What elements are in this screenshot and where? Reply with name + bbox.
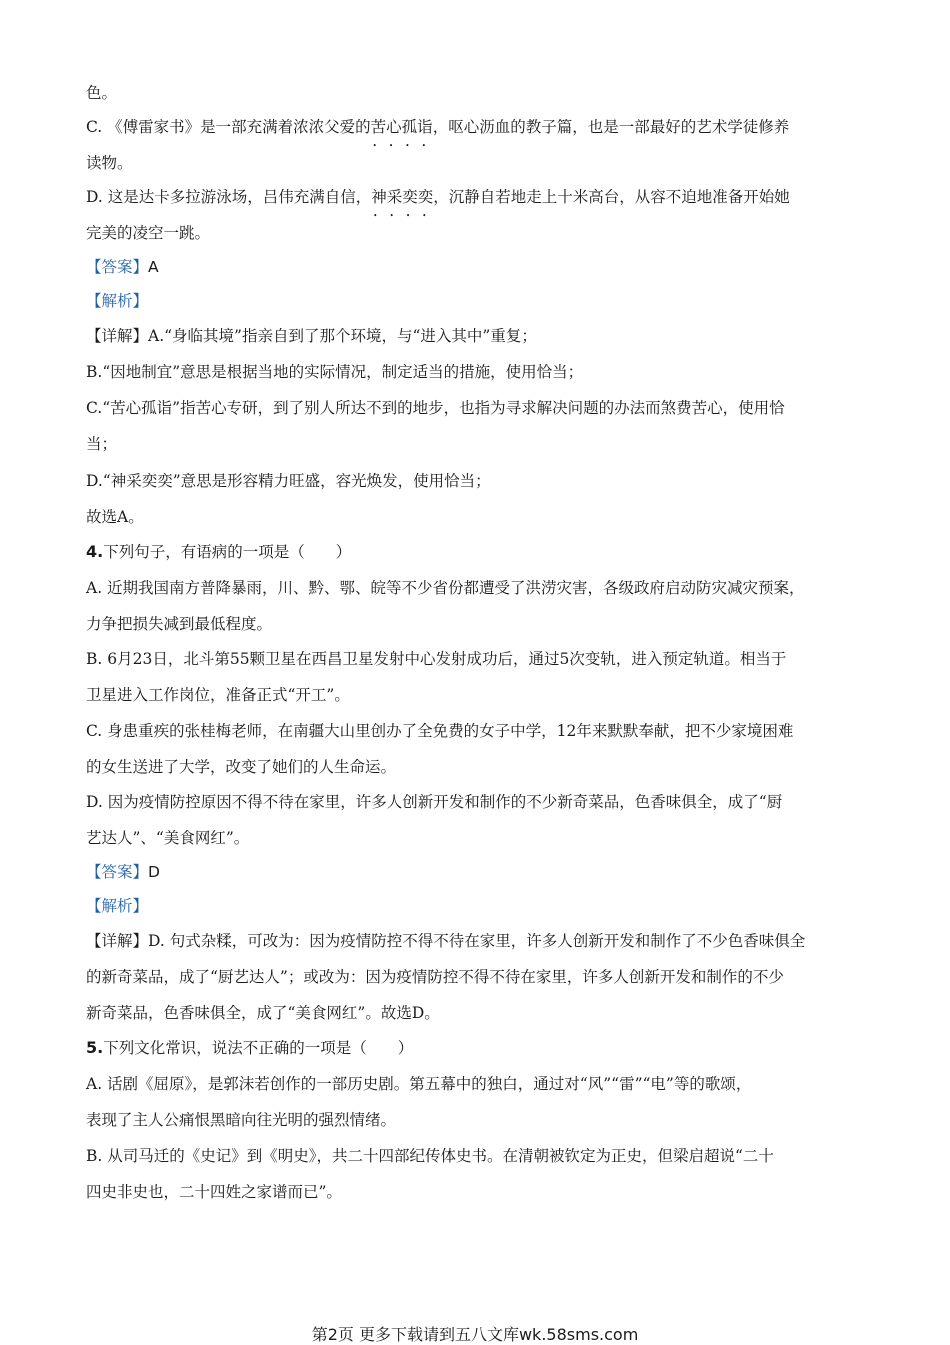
text-line: 当； bbox=[86, 435, 118, 453]
text-line: 的女生送进了大学，改变了她们的人生命运。 bbox=[86, 758, 397, 776]
question-4-line: 4.下列句子，有语病的一项是（ ） bbox=[86, 542, 352, 561]
analysis-line bbox=[86, 895, 876, 917]
text-line: D.“神采奕奕”意思是形容精力旺盛，容光焕发，使用恰当； bbox=[86, 472, 491, 490]
text-line: 完美的凌空一跳。 bbox=[86, 224, 211, 242]
option-c-line: C. 《傅雷家书》是一部充满着浓浓父爱的苦心孤诣 • • • •，呕心沥血的教子篇，也是一部最好的艺术学徒修养 bbox=[86, 116, 876, 138]
text-line: 新奇菜品，色香味俱全，成了“美食网红”。故选D。 bbox=[86, 1004, 440, 1022]
text-line: B. 6月23日，北斗第55颗卫星在西昌卫星发射中心发射成功后，通过5次变轨，进入预定轨道。相当于 bbox=[86, 650, 787, 668]
emphasized-word: 苦心孤诣 • • • • bbox=[371, 118, 433, 136]
answer-value: D bbox=[148, 863, 160, 881]
answer-line bbox=[86, 256, 876, 278]
answer-tag: 【答案】 bbox=[86, 863, 149, 881]
detail-tag: 【详解】 bbox=[86, 327, 149, 345]
detail-line: 【详解】D. 句式杂糅，可改为：因为疫情防控不得不待在家里，许多人创新开发和制作了不少色香味俱全 bbox=[86, 932, 806, 950]
text-line: B.“因地制宜”意思是根据当地的实际情况，制定适当的措施，使用恰当； bbox=[86, 363, 584, 381]
analysis-line bbox=[86, 290, 876, 312]
text-line: 四史非史也，二十四姓之家谱而已”。 bbox=[86, 1183, 342, 1201]
text-line: 力争把损失减到最低程度。 bbox=[86, 615, 273, 633]
option-d-line: D. 这是达卡多拉游泳场，吕伟充满自信，神采奕奕 • • • •，沉静自若地走上十米高台，从容不迫地准备开始她 bbox=[86, 186, 876, 208]
text-line: 卫星进入工作岗位，准备正式“开工”。 bbox=[86, 686, 350, 704]
text-line: B. 从司马迁的《史记》到《明史》，共二十四部纪传体史书。在清朝被钦定为正史，但梁启超说“二十 bbox=[86, 1147, 774, 1165]
question-number: 5. bbox=[86, 1038, 104, 1057]
detail-tag: 【详解】 bbox=[86, 932, 149, 950]
text-line: 表现了主人公痛恨黑暗向往光明的强烈情绪。 bbox=[86, 1111, 397, 1129]
question-number: 4. bbox=[86, 542, 104, 561]
emphasized-word: 神采奕奕 • • • • bbox=[371, 188, 433, 206]
text-line: D. 因为疫情防控原因不得不待在家里，许多人创新开发和制作的不少新奇菜品，色香味俱全，成了“厨 bbox=[86, 793, 783, 811]
text-line: C.“苦心孤诣”指苦心专研，到了别人所达不到的地步，也指为寻求解决问题的办法而煞费苦心，使用恰 bbox=[86, 399, 785, 417]
text-line: 色。 bbox=[86, 84, 118, 102]
text-line: C. 身患重疾的张桂梅老师，在南疆大山里创办了全免费的女子中学，12年来默默奉献，把不少家境困难 bbox=[86, 722, 794, 740]
text-line: 的新奇菜品，成了“厨艺达人”；或改为：因为疫情防控不得不待在家里，许多人创新开发和制作的不少 bbox=[86, 968, 784, 986]
answer-tag: 【答案】 bbox=[86, 258, 149, 276]
text-line: A. 话剧《屈原》，是郭沫若创作的一部历史剧。第五幕中的独白，通过对“风”“雷”“电”等的歌颂， bbox=[86, 1075, 752, 1093]
detail-line: 【详解】A.“身临其境”指亲自到了那个环境，与“进入其中”重复； bbox=[86, 327, 537, 345]
question-5-line: 5.下列文化常识，说法不正确的一项是（ ） bbox=[86, 1038, 414, 1057]
analysis-tag: 【解析】 bbox=[86, 897, 149, 915]
answer-value: A bbox=[148, 258, 159, 276]
text-line: 艺达人”、“美食网红”。 bbox=[86, 829, 250, 847]
text-line: 读物。 bbox=[86, 154, 133, 172]
text-line: 故选A。 bbox=[86, 508, 144, 526]
answer-line bbox=[86, 861, 876, 883]
page-footer: 第2页 更多下载请到五八文库wk.58sms.com bbox=[311, 1325, 639, 1344]
text-line: A. 近期我国南方普降暴雨，川、黔、鄂、皖等不少省份都遭受了洪涝灾害，各级政府启动防灾减灾预案， bbox=[86, 579, 805, 597]
analysis-tag: 【解析】 bbox=[86, 292, 149, 310]
